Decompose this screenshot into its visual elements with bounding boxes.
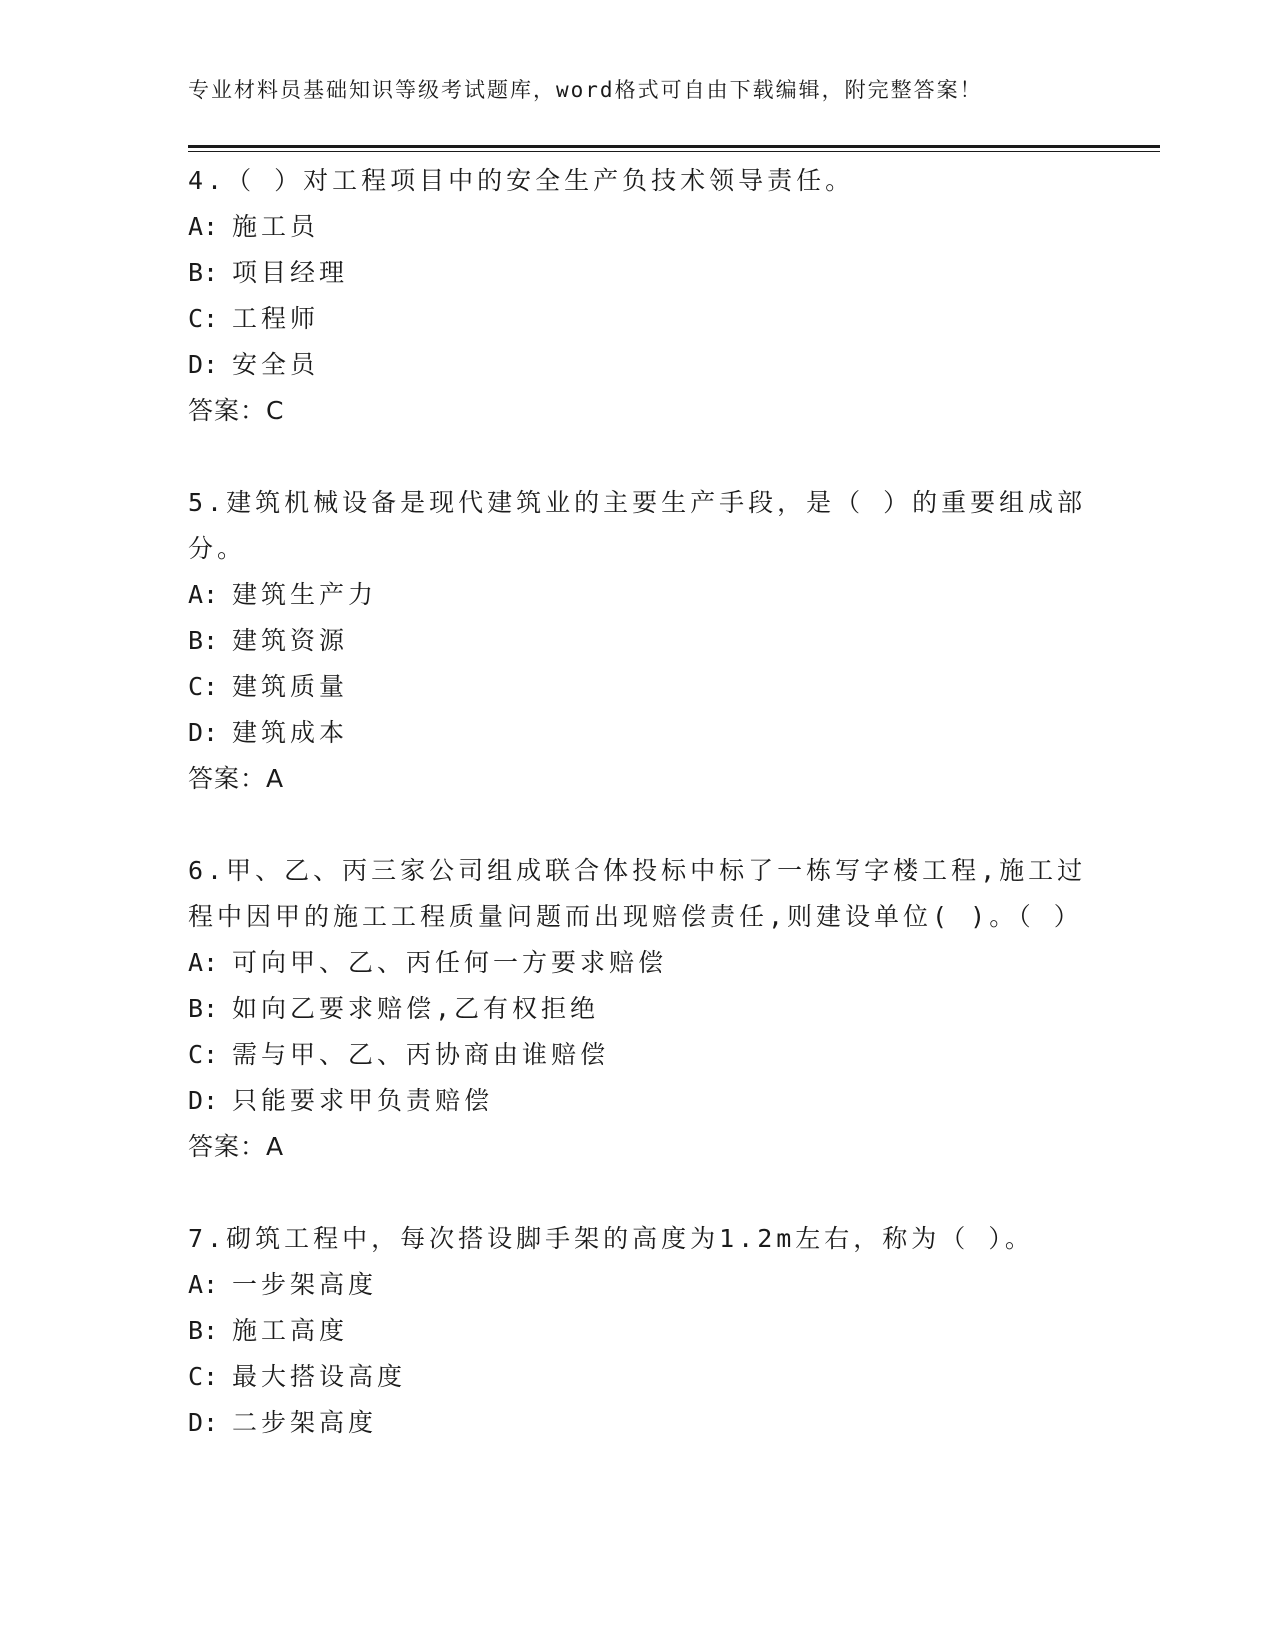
option-d — [188, 710, 1088, 756]
option-key: B: — [188, 1316, 219, 1345]
document-header: 专业材料员基础知识等级考试题库，word格式可自由下载编辑，附完整答案！ — [188, 78, 983, 102]
option-key: B: — [188, 994, 219, 1023]
option-text: 二步架高度 — [232, 1408, 378, 1437]
option-text: 施工员 — [232, 212, 320, 241]
option-key: D: — [188, 718, 219, 747]
option-key: A: — [188, 1270, 219, 1299]
option-b — [188, 618, 1088, 664]
option-key: D: — [188, 350, 219, 379]
option-key: C: — [188, 304, 219, 333]
answer-line: 答案：A — [188, 764, 285, 793]
option-c — [188, 664, 1088, 710]
option-key: D: — [188, 1408, 219, 1437]
option-text: 建筑成本 — [232, 718, 349, 747]
option-a — [188, 1262, 1088, 1308]
option-b — [188, 986, 1088, 1032]
option-a — [188, 204, 1088, 250]
option-b — [188, 1308, 1088, 1354]
option-d — [188, 1400, 1088, 1446]
option-key: C: — [188, 1040, 219, 1069]
question-5 — [188, 480, 1088, 802]
option-key: A: — [188, 212, 219, 241]
option-key: B: — [188, 626, 219, 655]
option-c — [188, 1032, 1088, 1078]
answer-line: 答案：C — [188, 396, 285, 425]
option-text: 如向乙要求赔偿,乙有权拒绝 — [232, 994, 600, 1023]
header-divider — [188, 145, 1160, 152]
option-d — [188, 1078, 1088, 1124]
question-7 — [188, 1216, 1088, 1446]
option-text: 一步架高度 — [232, 1270, 378, 1299]
option-key: D: — [188, 1086, 219, 1115]
option-key: B: — [188, 258, 219, 287]
option-text: 需与甲、乙、丙协商由谁赔偿 — [232, 1040, 610, 1069]
option-key: A: — [188, 948, 219, 977]
option-text: 施工高度 — [232, 1316, 349, 1345]
option-key: A: — [188, 580, 219, 609]
answer-line: 答案：A — [188, 1132, 285, 1161]
option-text: 只能要求甲负责赔偿 — [232, 1086, 494, 1115]
option-a — [188, 940, 1088, 986]
question-stem: 5.建筑机械设备是现代建筑业的主要生产手段，是（ ）的重要组成部分。 — [188, 488, 1087, 563]
option-text: 建筑资源 — [232, 626, 349, 655]
option-a — [188, 572, 1088, 618]
option-text: 项目经理 — [232, 258, 349, 287]
option-key: C: — [188, 672, 219, 701]
question-stem: 6.甲、乙、丙三家公司组成联合体投标中标了一栋写字楼工程,施工过程中因甲的施工工程质量问题而出现赔偿责任,则建设单位( )。（ ） — [188, 856, 1087, 931]
option-d — [188, 342, 1088, 388]
option-text: 建筑质量 — [232, 672, 349, 701]
option-text: 工程师 — [232, 304, 320, 333]
option-b — [188, 250, 1088, 296]
option-c — [188, 1354, 1088, 1400]
question-stem: 4.（ ）对工程项目中的安全生产负技术领导责任。 — [188, 166, 855, 195]
question-list — [188, 158, 1088, 1446]
option-text: 最大搭设高度 — [232, 1362, 407, 1391]
option-c — [188, 296, 1088, 342]
option-key: C: — [188, 1362, 219, 1391]
question-stem: 7.砌筑工程中，每次搭设脚手架的高度为1.2m左右，称为（ ）。 — [188, 1224, 1034, 1253]
question-6 — [188, 848, 1088, 1170]
option-text: 建筑生产力 — [232, 580, 378, 609]
question-4 — [188, 158, 1088, 434]
option-text: 可向甲、乙、丙任何一方要求赔偿 — [232, 948, 668, 977]
option-text: 安全员 — [232, 350, 320, 379]
